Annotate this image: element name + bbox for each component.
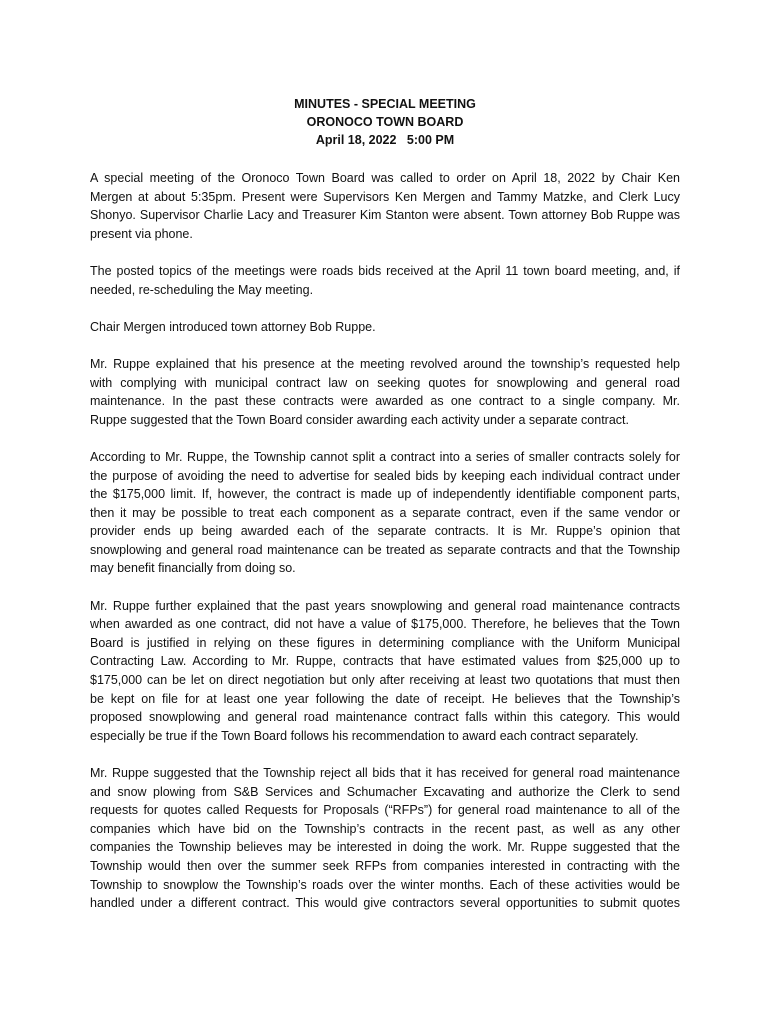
- text-line: and snow plowing from S&B Services and Schumacher Excavating and authorize the Clerk to send: [90, 784, 680, 799]
- text-line: Ruppe suggested that the Town Board consider awarding each activity under a separate contract.: [90, 412, 629, 427]
- text-line: Chair Mergen introduced town attorney Bob Ruppe.: [90, 319, 376, 334]
- text-line: when awarded as one contract, did not have a value of $175,000. Therefore, he believes that the Town: [90, 617, 680, 632]
- text-line: Contracting Law. According to Mr. Ruppe, contracts that have estimated values from $25,000 up to: [90, 654, 680, 669]
- text-line: requests for quotes called Requests for Proposals (“RFPs”) for general road maintenance to all of the: [90, 803, 680, 818]
- text-line: Mr. Ruppe suggested that the Township reject all bids that it has received for general road maintenance: [90, 766, 680, 780]
- text-line: handled under a different contract. This would give contractors several opportunities to submit quotes: [90, 896, 680, 911]
- text-line: snowplowing and general road maintenance can be treated as separate contracts and that the Township: [90, 542, 680, 557]
- text-line: the $175,000 limit. If, however, the contract is made up of independently identifiable component parts,: [90, 487, 680, 502]
- text-line: with complying with municipal contract law on seeking quotes for snowplowing and general road: [90, 375, 680, 390]
- text-line: especially be true if the Town Board follows his recommendation to award each contract separately.: [90, 728, 639, 743]
- paragraph-call-to-order: [90, 169, 680, 243]
- text-line: needed, re-scheduling the May meeting.: [90, 282, 314, 297]
- text-line: then it may be possible to treat each component as a separate contract, even if the same vendor or: [90, 505, 680, 520]
- text-line: Mr. Ruppe further explained that the past years snowplowing and general road maintenance contracts: [90, 598, 680, 613]
- header-board-name: ORONOCO TOWN BOARD: [306, 115, 464, 129]
- text-line: A special meeting of the Oronoco Town Board was called to order on April 18, 2022 by Chair Ken: [90, 171, 680, 185]
- paragraph-contract-values: [90, 597, 680, 746]
- paragraph-reject-bids: [90, 764, 680, 913]
- text-line: proposed snowplowing and general road maintenance contract falls within this category. This would: [90, 710, 680, 725]
- text-line: may benefit financially from doing so.: [90, 561, 296, 576]
- text-line: the purpose of avoiding the need to advertise for sealed bids by keeping each individual contract under: [90, 468, 680, 483]
- paragraph-posted-topics: [90, 262, 680, 299]
- text-line: Township would then over the summer seek RFPs from companies interested in contracting with the: [90, 858, 680, 873]
- paragraph-ruppe-explanation: [90, 355, 680, 429]
- header-date-time: April 18, 2022 5:00 PM: [315, 133, 455, 147]
- text-line: Shonyo. Supervisor Charlie Lacy and Treasurer Kim Stanton were absent. Town attorney Bob Ruppe was: [90, 208, 680, 223]
- minutes-body: [90, 169, 680, 931]
- text-line: maintenance. In the past these contracts were awarded as one contract to a single company. Mr.: [90, 394, 680, 409]
- text-line: present via phone.: [90, 226, 193, 241]
- text-line: Mergen at about 5:35pm. Present were Supervisors Ken Mergen and Tammy Matzke, and Clerk Lucy: [90, 189, 680, 204]
- text-line: The posted topics of the meetings were roads bids received at the April 11 town board meeting, and, if: [90, 263, 680, 278]
- text-line: $175,000 can be let on direct negotiation but only after receiving at least two quotations that must then: [90, 673, 680, 688]
- text-line: Mr. Ruppe explained that his presence at the meeting revolved around the township’s requested help: [90, 356, 680, 371]
- text-line: companies the Township believes may be interested in doing the work. Mr. Ruppe suggested that the: [90, 840, 680, 855]
- text-line: Board is justified in relying on these figures in determining compliance with the Uniform Municipal: [90, 635, 680, 650]
- paragraph-introduction: [90, 318, 680, 337]
- minutes-header: [90, 95, 680, 149]
- header-title: MINUTES - SPECIAL MEETING: [294, 97, 476, 111]
- text-line: be kept on file for at least one year following the date of receipt. He believes that the Township’s: [90, 691, 680, 706]
- text-line: provider ends up being awarded each of the separate contracts. It is Mr. Ruppe’s opinion that: [90, 524, 680, 539]
- paragraph-contract-splitting: [90, 448, 680, 578]
- text-line: companies which have bid on the Township’s contracts in the recent past, as well as any other: [90, 821, 680, 836]
- text-line: According to Mr. Ruppe, the Township cannot split a contract into a series of smaller contracts solely for: [90, 449, 680, 464]
- text-line: Township to snowplow the Township’s roads over the winter months. Each of these activities would be: [90, 877, 680, 892]
